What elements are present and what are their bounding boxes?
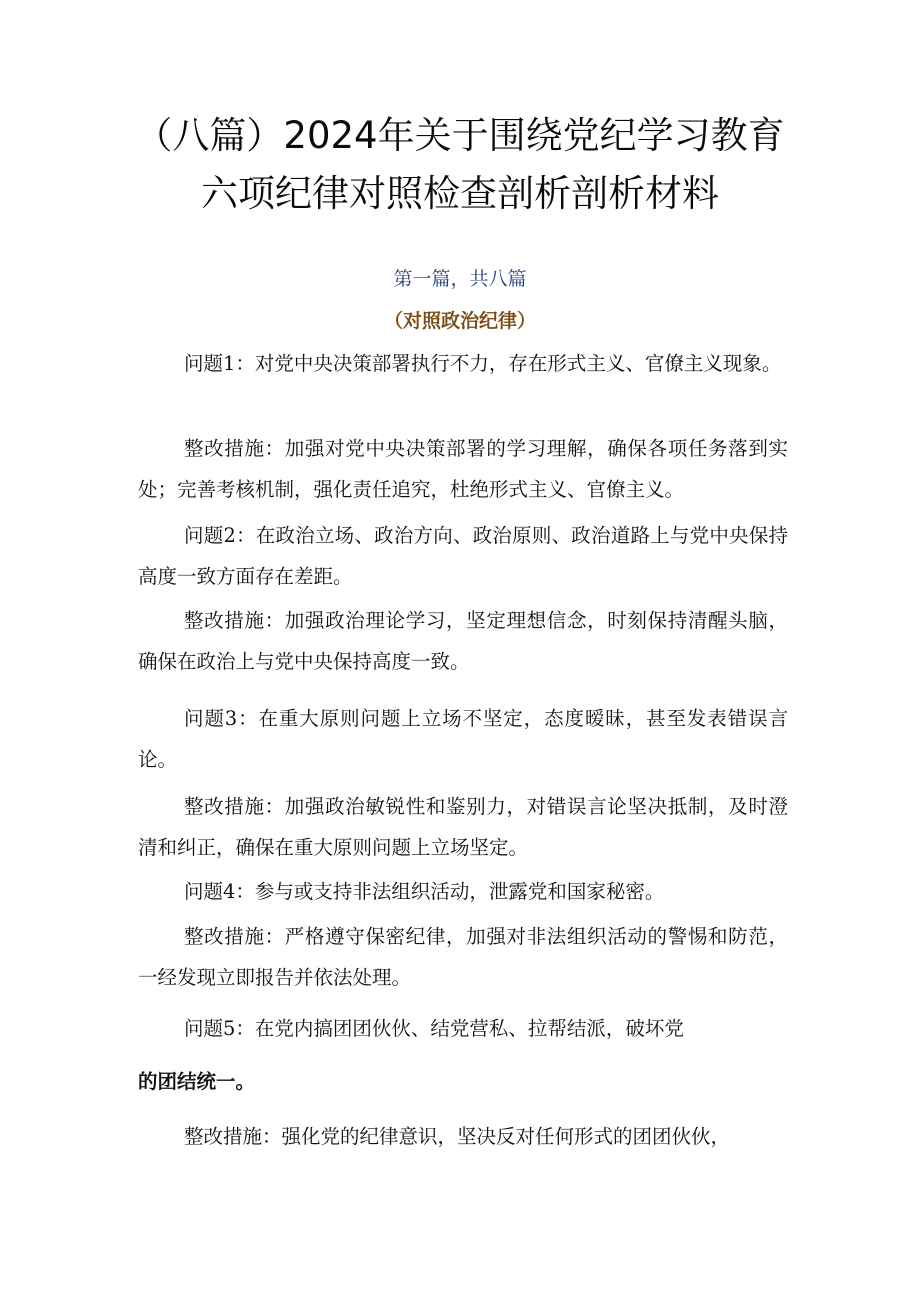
paragraph-problem-3: 问题3：在重大原则问题上立场不坚定，态度暧昧，甚至发表错误言论。 <box>138 707 788 771</box>
paragraph-measure-3: 整改措施：加强政治敏锐性和鉴别力，对错误言论坚决抵制，及时澄清和纠正，确保在重大原则问题上立场坚定。 <box>138 795 788 859</box>
paragraph-problem-4: 问题4：参与或支持非法组织活动，泄露党和国家秘密。 <box>184 880 665 903</box>
paragraph-problem-2: 问题2：在政治立场、政治方向、政治原则、政治道路上与党中央保持高度一致方面存在差距。 <box>138 524 788 588</box>
paragraph-problem-1: 问题1：对党中央决策部署执行不力，存在形式主义、官僚主义现象。 <box>184 352 782 375</box>
paragraph-measure-4: 整改措施：严格遵守保密纪律，加强对非法组织活动的警惕和防范，一经发现立即报告并依法处理。 <box>138 925 788 989</box>
paragraph-problem-5-continued: 的团结统一。 <box>138 1070 256 1093</box>
paragraph-measure-2: 整改措施：加强政治理论学习，坚定理想信念，时刻保持清醒头脑，确保在政治上与党中央保持高度一致。 <box>138 609 788 673</box>
paragraph-problem-5: 问题5：在党内搞团团伙伙、结党营私、拉帮结派，破坏党 <box>184 1017 684 1040</box>
section-subheading: （对照政治纪律） <box>383 310 536 332</box>
paragraph-measure-5: 整改措施：强化党的纪律意识，坚决反对任何形式的团团伙伙， <box>184 1125 731 1148</box>
paragraph-measure-1: 整改措施：加强对党中央决策部署的学习理解，确保各项任务落到实处；完善考核机制，强化责任追究，杜绝形式主义、官僚主义。 <box>138 437 788 501</box>
document-title: （八篇）2024年关于围绕党纪学习教育六项纪律对照检查剖析剖析材料 <box>135 114 785 215</box>
section-heading: 第一篇，共八篇 <box>393 268 527 290</box>
